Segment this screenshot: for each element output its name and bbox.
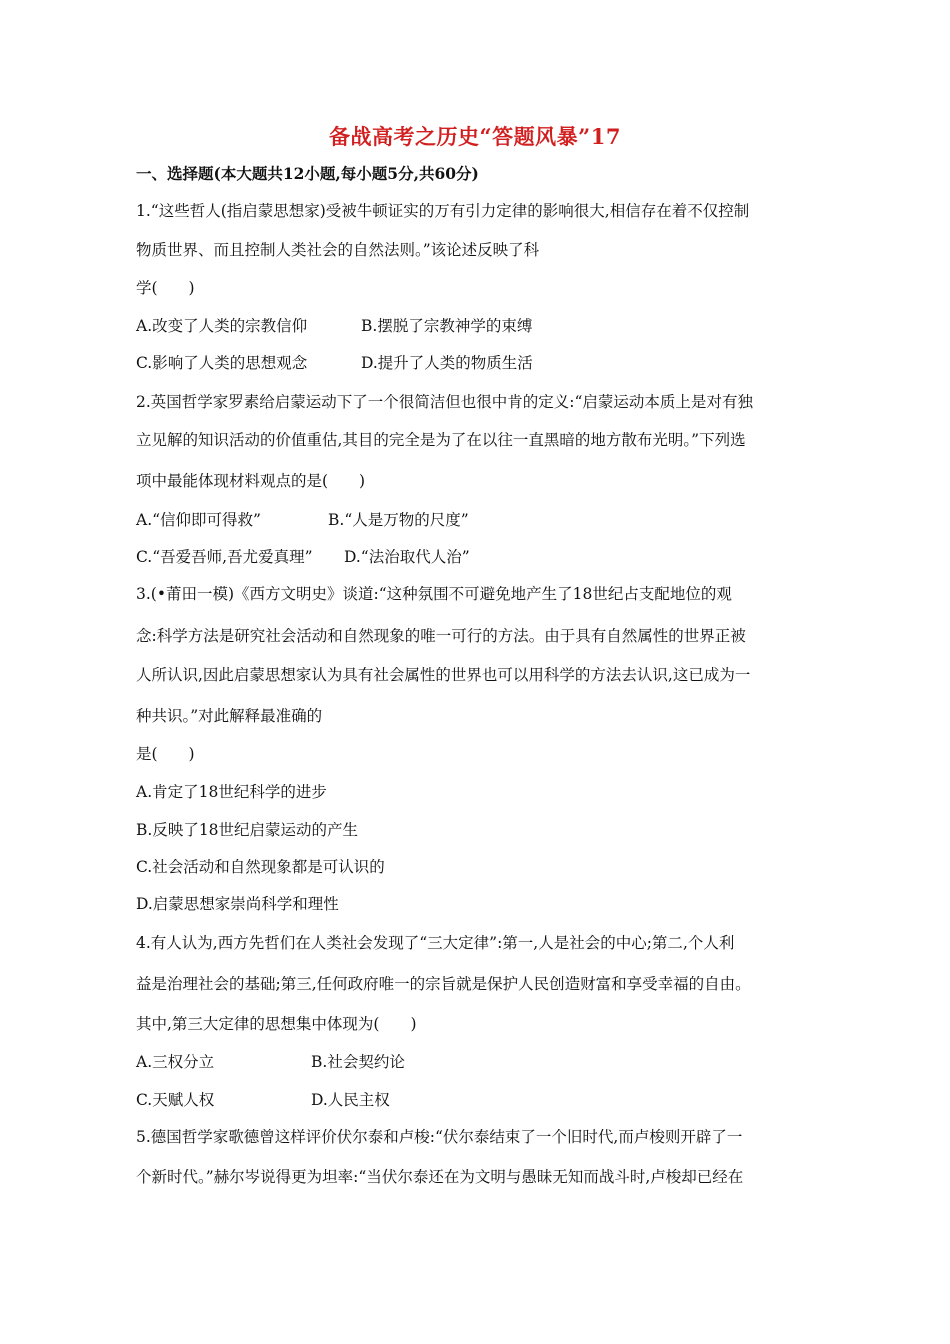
- question-1-option-d: D.提升了人类的物质生活: [361, 354, 533, 372]
- question-3-option-a: A.肯定了18世纪科学的进步: [136, 783, 327, 801]
- question-3-option-b: B.反映了18世纪启蒙运动的产生: [136, 821, 359, 839]
- question-4-option-b: B.社会契约论: [311, 1053, 405, 1071]
- question-3-option-d: D.启蒙思想家崇尚科学和理性: [136, 895, 339, 913]
- question-4-line-3: 其中,第三大定律的思想集中体现为( ): [136, 1015, 417, 1033]
- question-4-option-d: D.人民主权: [311, 1091, 390, 1109]
- question-1-line-3: 学( ): [136, 279, 195, 297]
- question-3-line-2: 念:科学方法是研究社会活动和自然现象的唯一可行的方法。由于具有自然属性的世界正被: [136, 627, 746, 645]
- question-1-option-a: A.改变了人类的宗教信仰: [136, 317, 308, 335]
- question-2-option-b: B.“人是万物的尺度”: [328, 511, 469, 529]
- question-2-option-a: A.“信仰即可得救”: [136, 511, 261, 529]
- question-1-line-1: 1.“这些哲人(指启蒙思想家)受被牛顿证实的万有引力定律的影响很大,相信存在着不仅控制: [136, 202, 750, 220]
- question-5-line-2: 个新时代。”赫尔岑说得更为坦率:“当伏尔泰还在为文明与愚昧无知而战斗时,卢梭却已经在: [136, 1168, 744, 1186]
- question-2-option-c: C.“吾爱吾师,吾尤爱真理”: [136, 548, 313, 566]
- question-2-line-2: 立见解的知识活动的价值重估,其目的完全是为了在以往一直黑暗的地方散布光明。”下列选: [136, 431, 746, 449]
- question-1-line-2: 物质世界、而且控制人类社会的自然法则。”该论述反映了科: [136, 241, 540, 259]
- question-3-line-3: 人所认识,因此启蒙思想家认为具有社会属性的世界也可以用科学的方法去认识,这已成为一: [136, 666, 751, 684]
- question-4-line-1: 4.有人认为,西方先哲们在人类社会发现了“三大定律”:第一,人是社会的中心;第二,个人利: [136, 934, 735, 952]
- question-2-line-1: 2.英国哲学家罗素给启蒙运动下了一个很简洁但也很中肯的定义:“启蒙运动本质上是对有独: [136, 393, 753, 411]
- document-title: 备战高考之历史“答题风暴”17: [329, 124, 621, 149]
- question-4-option-c: C.天赋人权: [136, 1091, 215, 1109]
- question-4-line-2: 益是治理社会的基础;第三,任何政府唯一的宗旨就是保护人民创造财富和享受幸福的自由。: [136, 975, 751, 993]
- question-3-line-4: 种共识。”对此解释最准确的: [136, 707, 323, 725]
- question-2-line-3: 项中最能体现材料观点的是( ): [136, 472, 366, 490]
- question-1-option-c: C.影响了人类的思想观念: [136, 354, 308, 372]
- question-2-option-d: D.“法治取代人治”: [344, 548, 470, 566]
- question-5-line-1: 5.德国哲学家歌德曾这样评价伏尔泰和卢梭:“伏尔泰结束了一个旧时代,而卢梭则开辟了一: [136, 1128, 743, 1146]
- question-3-line-1: 3.(•莆田一模)《西方文明史》谈道:“这种氛围不可避免地产生了18世纪占支配地位的观: [136, 585, 732, 603]
- question-4-option-a: A.三权分立: [136, 1053, 215, 1071]
- question-3-line-5: 是( ): [136, 745, 195, 763]
- question-1-option-b: B.摆脱了宗教神学的束缚: [361, 317, 533, 335]
- question-3-option-c: C.社会活动和自然现象都是可认识的: [136, 858, 385, 876]
- section-header: 一、选择题(本大题共12小题,每小题5分,共60分): [136, 164, 479, 183]
